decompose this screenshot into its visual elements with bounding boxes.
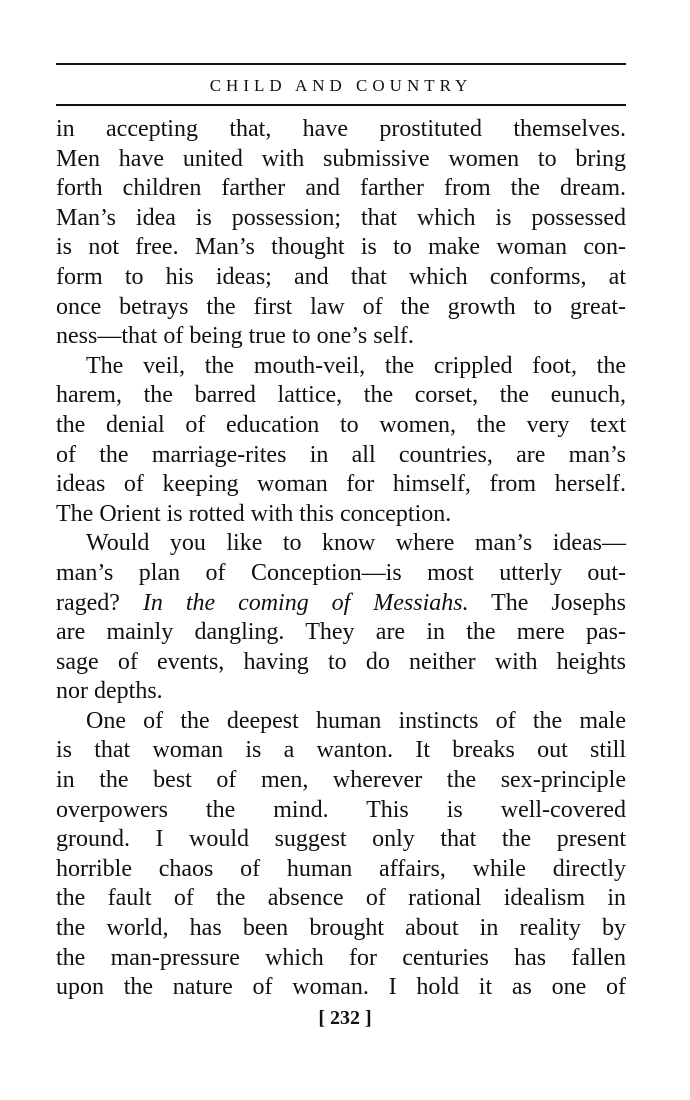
text-line: man’s plan of Conception—is most utterly out- xyxy=(56,559,626,586)
text-line: upon the nature of woman. I hold it as one of xyxy=(56,974,626,1001)
text-line: ground. I would suggest only that the present xyxy=(56,826,626,853)
header-rule-bottom xyxy=(56,104,626,106)
text-line: forth children farther and farther from the dream. xyxy=(56,175,626,202)
text-line: in the best of men, wherever the sex-principle xyxy=(56,767,626,794)
text-line: harem, the barred lattice, the corset, the eunuch, xyxy=(56,382,626,409)
text-line: One of the deepest human instincts of the male xyxy=(86,707,626,734)
text-line-mixed xyxy=(56,589,626,619)
text-line: The veil, the mouth-veil, the crippled foot, the xyxy=(86,352,626,379)
text-run: The Josephs xyxy=(491,589,627,616)
text-line: Would you like to know where man’s ideas— xyxy=(86,530,626,557)
italic-phrase: In the coming of Messiahs. xyxy=(142,589,469,616)
text-line: ideas of keeping woman for himself, from herself. xyxy=(56,471,626,498)
text-line: in accepting that, have prostituted themselves. xyxy=(56,116,626,142)
text-line: are mainly dangling. They are in the mere pas- xyxy=(56,619,626,646)
text-line: the fault of the absence of rational idealism in xyxy=(56,885,626,912)
text-line: Men have united with submissive women to bring xyxy=(56,145,626,172)
text-line: once betrays the first law of the growth to great- xyxy=(56,293,626,320)
text-line: sage of events, having to do neither with heights xyxy=(56,648,626,675)
header-rule-top xyxy=(56,63,626,65)
text-line: The Orient is rotted with this conception. xyxy=(56,500,452,527)
text-line: form to his ideas; and that which conforms, at xyxy=(56,263,626,290)
text-line: horrible chaos of human affairs, while directly xyxy=(56,855,626,882)
text-run: raged? xyxy=(56,589,120,616)
text-line: ness—that of being true to one’s self. xyxy=(56,323,414,350)
text-line: overpowers the mind. This is well-covered xyxy=(56,796,626,823)
text-line: nor depths. xyxy=(56,678,163,705)
page-number: [ 232 ] xyxy=(318,1007,372,1029)
text-line: the man-pressure which for centuries has fallen xyxy=(56,944,626,971)
running-head: CHILD AND COUNTRY xyxy=(209,76,473,95)
text-line: is not free. Man’s thought is to make woman con- xyxy=(56,234,626,261)
text-line: is that woman is a wanton. It breaks out still xyxy=(56,737,626,764)
body-text xyxy=(56,115,626,1003)
text-line: the denial of education to women, the very text xyxy=(56,411,626,438)
text-line: the world, has been brought about in reality by xyxy=(56,915,626,942)
text-line: of the marriage-rites in all countries, are man’s xyxy=(56,441,626,468)
text-line: Man’s idea is possession; that which is possessed xyxy=(56,204,626,231)
